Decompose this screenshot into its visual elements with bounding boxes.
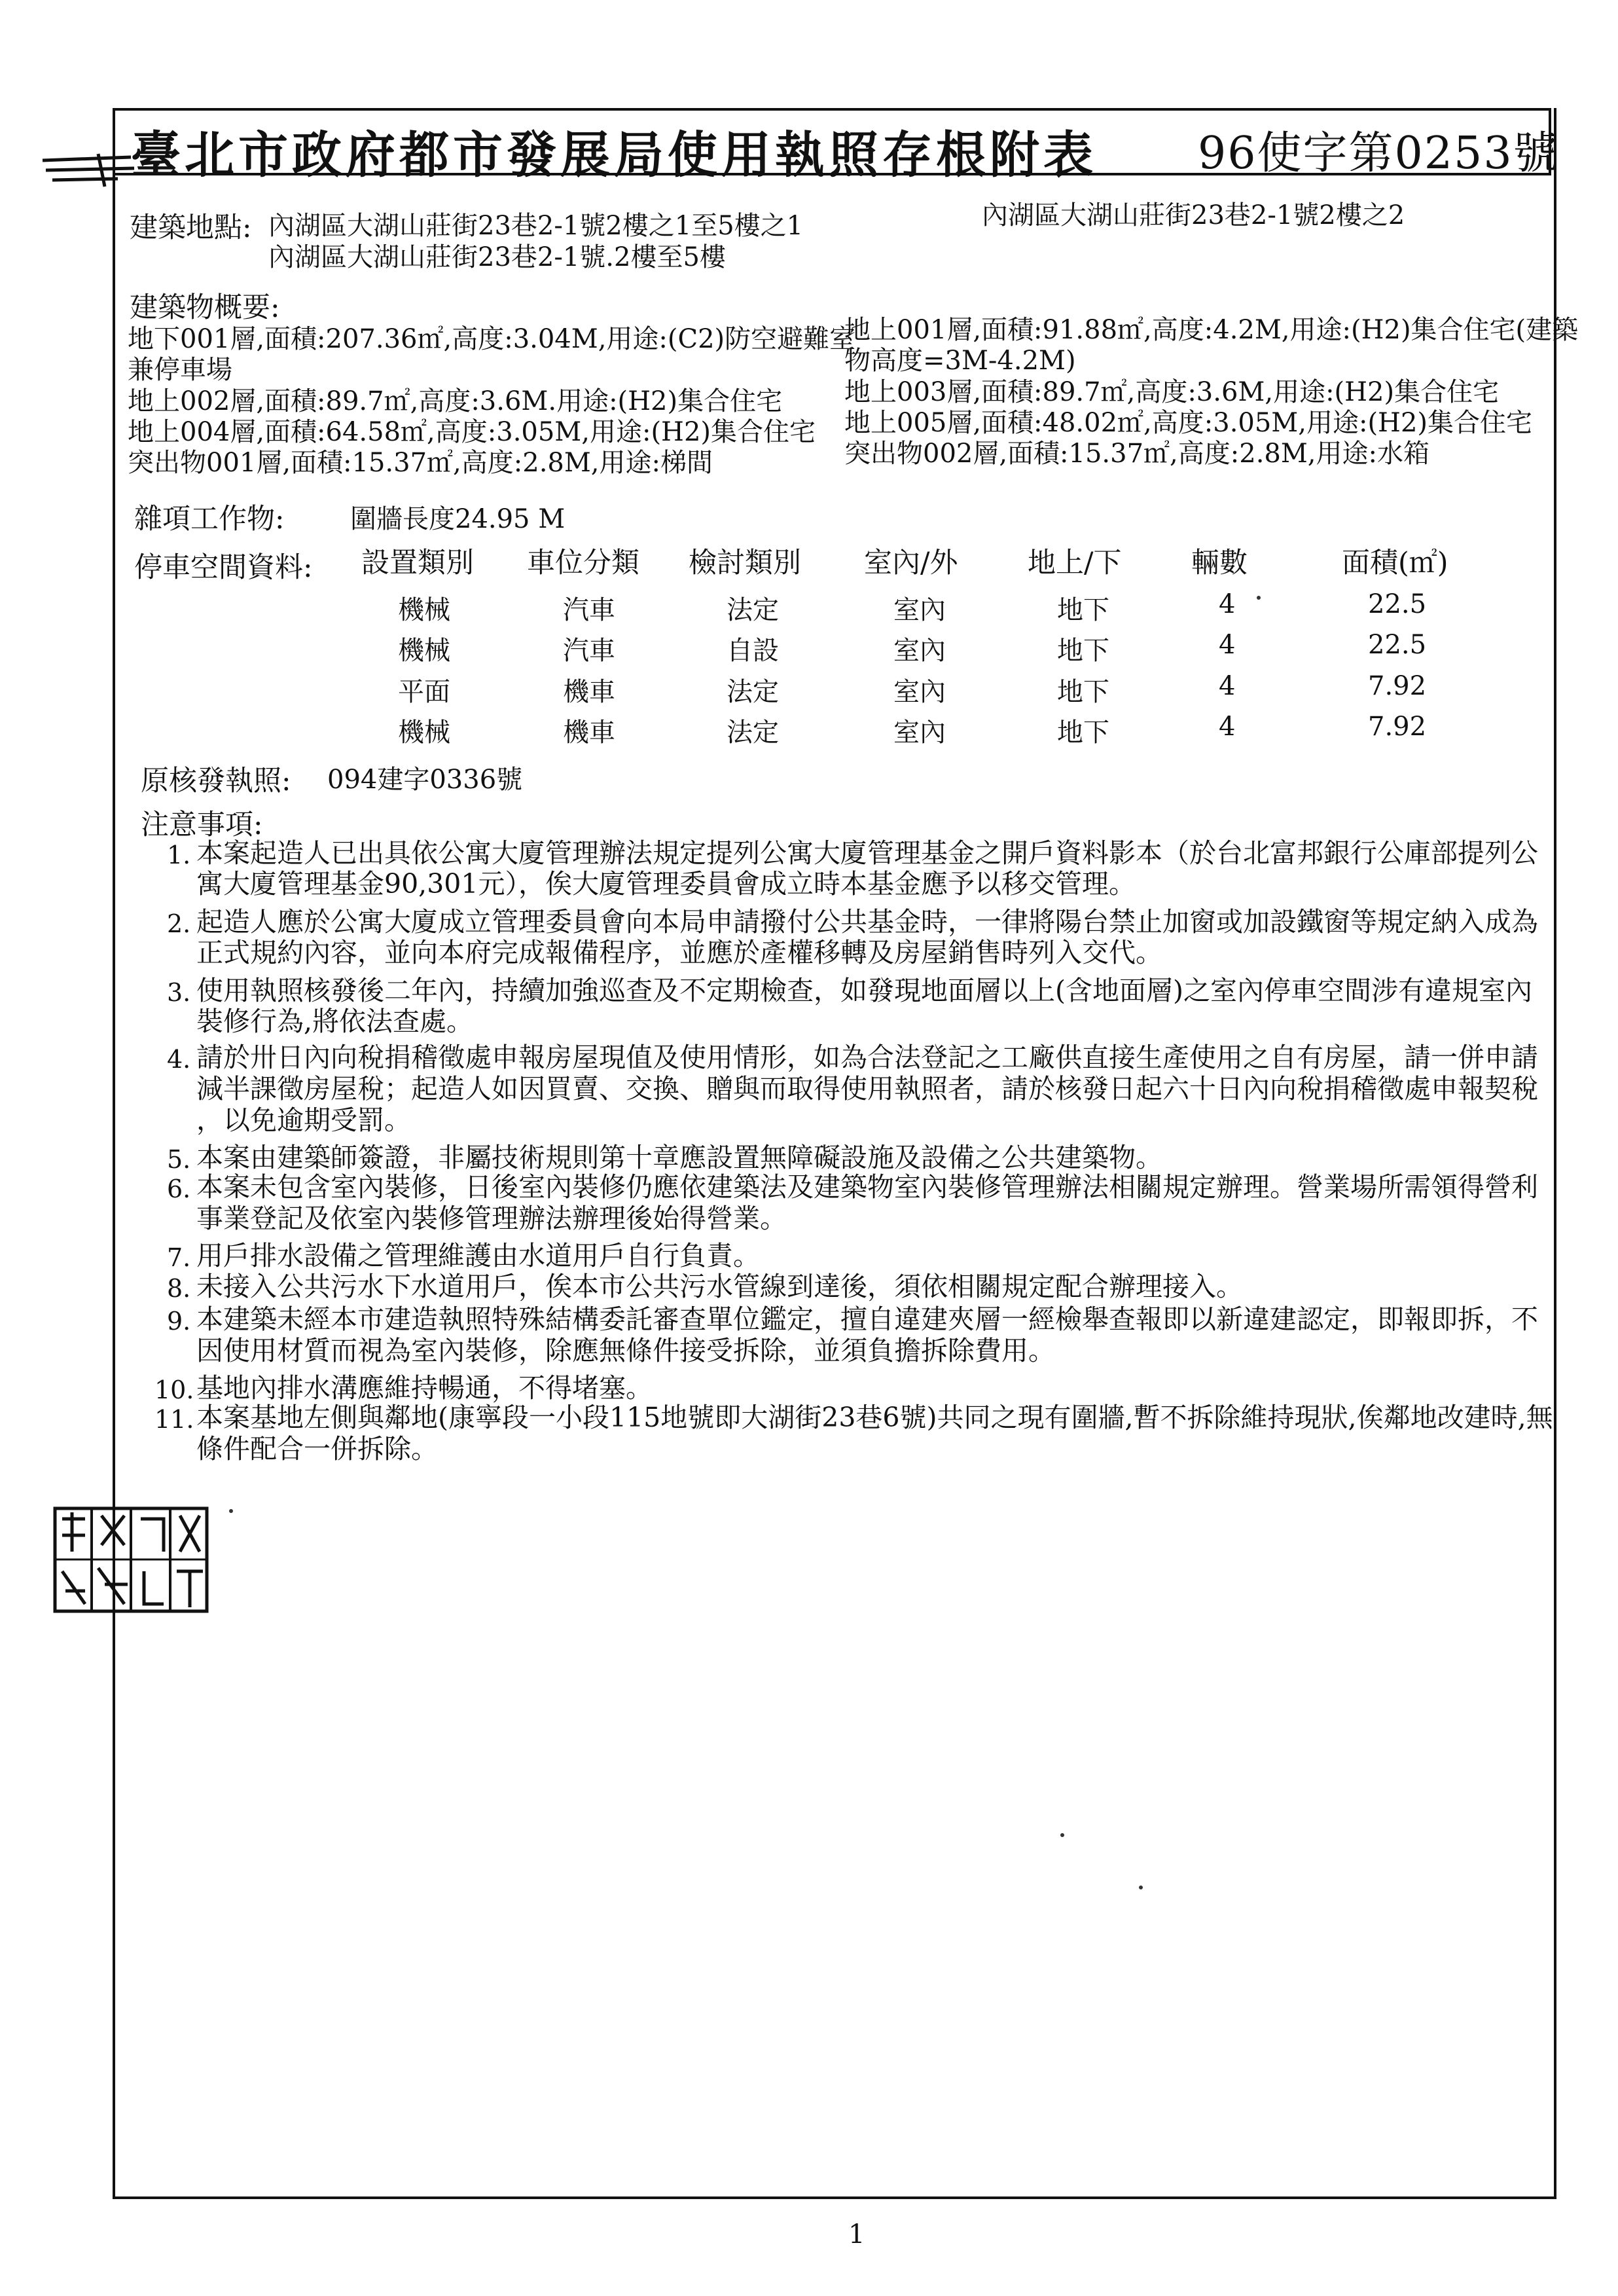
parking-header-cell: 設置類別: [361, 547, 474, 579]
site-label: 建築地點:: [130, 211, 252, 244]
pen-scratch-mark: [39, 147, 137, 200]
note-number: 2.: [167, 909, 191, 938]
site-address-2: 內湖區大湖山莊街23巷2-1號2樓之2: [982, 200, 1405, 230]
parking-header-cell: 輛數: [1191, 547, 1248, 579]
parking-cell: 汽車: [563, 636, 615, 666]
overview-right-line: 突出物002層,面積:15.37㎡,高度:2.8M,用途:水箱: [844, 439, 1430, 469]
note-text-line: 本案起造人已出具依公寓大廈管理辦法規定提列公寓大廈管理基金之開戶資料影本（於台北富邦銀行公庫部提列公: [196, 837, 1538, 869]
parking-cell: 室內: [893, 677, 946, 707]
note-text-line: 用戶排水設備之管理維護由水道用戶自行負責。: [196, 1240, 760, 1271]
overview-left-line: 地下001層,面積:207.36㎡,高度:3.04M,用途:(C2)防空避難室: [128, 324, 856, 354]
note-text-line: ，以免逾期受罰。: [196, 1104, 411, 1136]
parking-cell: 法定: [727, 677, 779, 707]
overview-left-line: 突出物001層,面積:15.37㎡,高度:2.8M,用途:梯間: [128, 448, 713, 478]
overview-right-line: 地上003層,面積:89.7㎡,高度:3.6M,用途:(H2)集合住宅: [844, 377, 1500, 407]
note-text-line: 本案未包含室內裝修，日後室內裝修仍應依建築法及建築物室內裝修管理辦法相關規定辦理。營業場所需領得營利: [196, 1171, 1538, 1203]
parking-cell: 平面: [398, 677, 450, 707]
overview-left-line: 兼停車場: [128, 355, 232, 385]
parking-cell: 機械: [398, 718, 450, 748]
overview-left-line: 地上002層,面積:89.7㎡,高度:3.6M.用途:(H2)集合住宅: [128, 386, 783, 416]
parking-cell: 法定: [727, 595, 779, 625]
parking-cell: 7.92: [1368, 671, 1427, 701]
seal-stamp: [52, 1506, 209, 1614]
parking-cell: 22.5: [1368, 630, 1427, 660]
note-text-line: 裝修行為,將依法查處。: [196, 1006, 474, 1037]
note-text-line: 本案基地左側與鄰地(康寧段一小段115地號即大湖街23巷6號)共同之現有圍牆,暫不拆除維持現狀,俟鄰地改建時,無: [196, 1402, 1553, 1433]
note-text-line: 因使用材質而視為室內裝修，除應無條件接受拆除，並須負擔拆除費用。: [196, 1335, 1055, 1366]
overview-right-line: 物高度=3M-4.2M): [844, 346, 1076, 376]
note-text-line: 起造人應於公寓大廈成立管理委員會向本局申請撥付公共基金時，一律將陽台禁止加窗或加設鐵窗等規定納入成為: [196, 906, 1538, 938]
misc-label: 雜項工作物:: [134, 503, 285, 536]
note-text-line: 寓大廈管理基金90,301元），俟大廈管理委員會成立時本基金應予以移交管理。: [196, 868, 1136, 900]
parking-cell: 4: [1219, 712, 1236, 742]
note-number: 8.: [167, 1274, 191, 1303]
page-number: 1: [848, 2219, 865, 2250]
note-text-line: 未接入公共污水下水道用戶，俟本市公共污水管線到達後，須依相關規定配合辦理接入。: [196, 1271, 1243, 1302]
parking-cell: 汽車: [563, 595, 615, 625]
note-text-line: 事業登記及依室內裝修管理辦法辦理後始得營業。: [196, 1203, 787, 1234]
original-permit-value: 094建字0336號: [327, 765, 523, 795]
parking-header-cell: 檢討類別: [689, 547, 801, 579]
parking-cell: 機車: [563, 718, 615, 748]
parking-cell: 地下: [1057, 718, 1109, 748]
parking-header-cell: 車位分類: [527, 547, 639, 579]
parking-cell: 地下: [1057, 595, 1109, 625]
parking-cell: 地下: [1057, 636, 1109, 666]
parking-header-cell: 面積(㎡): [1342, 547, 1448, 579]
parking-header-cell: 地上/下: [1028, 547, 1122, 579]
overview-right-line: 地上005層,面積:48.02㎡,高度:3.05M,用途:(H2)集合住宅: [844, 408, 1532, 438]
note-text-line: 減半課徵房屋稅；起造人如因買賣、交換、贈與而取得使用執照者，請於核發日起六十日內向稅捐稽徵處申報契稅: [196, 1073, 1538, 1104]
note-number: 5.: [167, 1145, 191, 1174]
note-number: 4.: [167, 1045, 191, 1074]
note-number: 6.: [167, 1175, 191, 1203]
parking-cell: 室內: [893, 718, 946, 748]
scan-speck: [229, 1509, 233, 1513]
note-number: 10.: [154, 1376, 194, 1404]
note-text-line: 條件配合一併拆除。: [196, 1433, 438, 1465]
parking-cell: 自設: [727, 636, 779, 666]
note-number: 9.: [167, 1307, 191, 1336]
document-title: 臺北市政府都市發展局使用執照存根附表: [131, 126, 1097, 184]
parking-cell: 7.92: [1368, 712, 1427, 742]
parking-header-cell: 室內/外: [864, 547, 958, 579]
misc-value: 圍牆長度24.95 M: [350, 504, 566, 534]
parking-cell: 22.5: [1368, 589, 1427, 619]
scan-speck: [1060, 1833, 1064, 1837]
parking-cell: 法定: [727, 718, 779, 748]
overview-right-line: 地上001層,面積:91.88㎡,高度:4.2M,用途:(H2)集合住宅(建築: [844, 315, 1579, 345]
note-text-line: 正式規約內容，並向本府完成報備程序，並應於產權移轉及房屋銷售時列入交代。: [196, 937, 1162, 968]
notes-label: 注意事項:: [141, 809, 263, 841]
parking-cell: 室內: [893, 636, 946, 666]
note-number: 7.: [167, 1243, 191, 1272]
permit-number: 96使字第0253號: [1198, 128, 1559, 179]
parking-label: 停車空間資料:: [134, 551, 313, 584]
note-text-line: 本案由建築師簽證，非屬技術規則第十章應設置無障礙設施及設備之公共建築物。: [196, 1142, 1162, 1173]
site-address-1: 內湖區大湖山莊街23巷2-1號2樓之1至5樓之1: [268, 211, 804, 241]
overview-label: 建築物概要:: [130, 291, 280, 324]
note-number: 3.: [167, 978, 191, 1007]
parking-cell: 地下: [1057, 677, 1109, 707]
note-number: 11.: [154, 1405, 194, 1434]
note-number: 1.: [167, 841, 191, 869]
scan-speck: [1257, 596, 1261, 600]
parking-cell: 室內: [893, 595, 946, 625]
parking-cell: 4: [1219, 589, 1236, 619]
note-text-line: 本建築未經本市建造執照特殊結構委託審查單位鑑定，擅自違建夾層一經檢舉查報即以新違建認定，即報即拆，不: [196, 1303, 1538, 1335]
parking-cell: 機車: [563, 677, 615, 707]
parking-cell: 機械: [398, 636, 450, 666]
parking-cell: 4: [1219, 630, 1236, 660]
note-text-line: 使用執照核發後二年內，持續加強巡查及不定期檢查，如發現地面層以上(含地面層)之室內停車空間涉有違規室內: [196, 975, 1532, 1006]
overview-left-line: 地上004層,面積:64.58㎡,高度:3.05M,用途:(H2)集合住宅: [128, 417, 816, 447]
parking-cell: 機械: [398, 595, 450, 625]
scan-speck: [1139, 1886, 1143, 1889]
parking-cell: 4: [1219, 671, 1236, 701]
note-text-line: 請於卅日內向稅捐稽徵處申報房屋現值及使用情形，如為合法登記之工廠供直接生產使用之自有房屋，請一併申請: [196, 1042, 1538, 1073]
original-permit-label: 原核發執照:: [141, 765, 291, 797]
note-text-line: 基地內排水溝應維持暢通，不得堵塞。: [196, 1372, 653, 1404]
site-address-3: 內湖區大湖山莊街23巷2-1號.2樓至5樓: [268, 242, 726, 272]
